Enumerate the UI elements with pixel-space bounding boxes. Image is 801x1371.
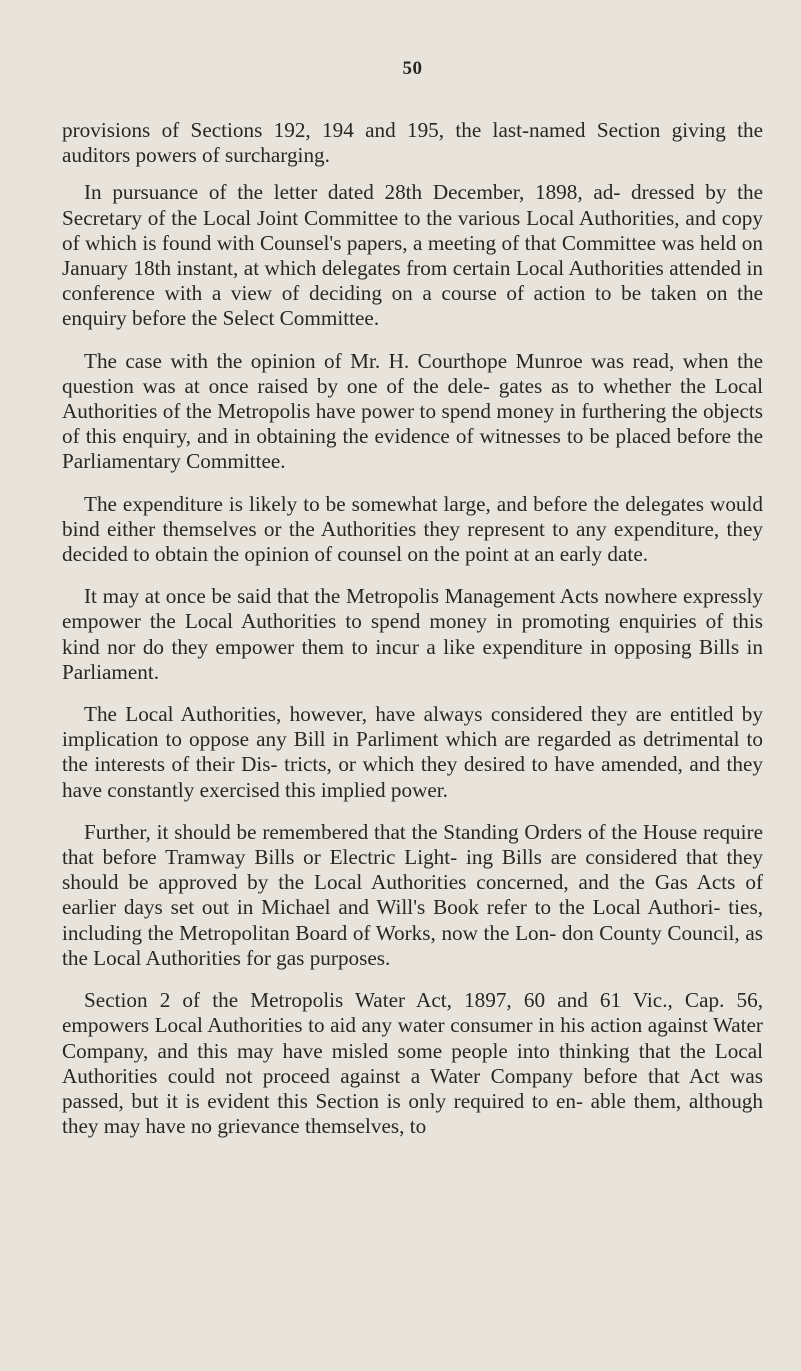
paragraph: Section 2 of the Metropolis Water Act, 1897, 60 and 61 Vic., Cap. 56, empowers Local Authorities to aid any water consumer in his action against Water Company, and this may have misled some people into thinking that the Local Authorities could not proceed against a Water Company before that Act was passed, but it is evident this Section is only required to en- able them, although they may have no grievance themselves, to — [62, 988, 763, 1139]
paragraph: In pursuance of the letter dated 28th December, 1898, ad- dressed by the Secretary of the Local Joint Committee to the various Local Authorities, and copy of which is found with Counsel's papers, a meeting of that Committee was held on January 18th instant, at which delegates from certain Local Authorities attended in conference with a view of deciding on a course of action to be taken on the enquiry before the Select Committee. — [62, 180, 763, 331]
paragraph: Further, it should be remembered that the Standing Orders of the House require that before Tramway Bills or Electric Light- ing Bills are considered that they should be approved by the Local Authorities concerned, and the Gas Acts of earlier days set out in Michael and Will's Book refer to the Local Authori- ties, including the Metropolitan Board of Works, now the Lon- don County Council, as the Local Authorities for gas purposes. — [62, 819, 763, 970]
paragraph: The case with the opinion of Mr. H. Courthope Munroe was read, when the question was at once raised by one of the dele- gates as to whether the Local Authorities of the Metropolis have power to spend money in furthering the objects of this enquiry, and in obtaining the evidence of witnesses to be placed before the Parliamentary Committee. — [62, 348, 763, 474]
paragraph-continuation: provisions of Sections 192, 194 and 195, the last-named Section giving the auditors powers of surcharging. — [62, 118, 763, 168]
paragraph: The expenditure is likely to be somewhat large, and before the delegates would bind either themselves or the Authorities they represent to any expenditure, they decided to obtain the opinion of counsel on the point at an early date. — [62, 491, 763, 567]
paragraph: The Local Authorities, however, have always considered they are entitled by implication to oppose any Bill in Parliment which are regarded as detrimental to the interests of their Dis- tricts, or which they desired to have amended, and they have constantly exercised this implied power. — [62, 702, 763, 802]
page-number: 50 — [402, 58, 423, 79]
paragraph: It may at once be said that the Metropolis Management Acts nowhere expressly empower the Local Authorities to spend money in promoting enquiries of this kind nor do they empower them to incur a like expenditure in opposing Bills in Parliament. — [62, 584, 763, 684]
